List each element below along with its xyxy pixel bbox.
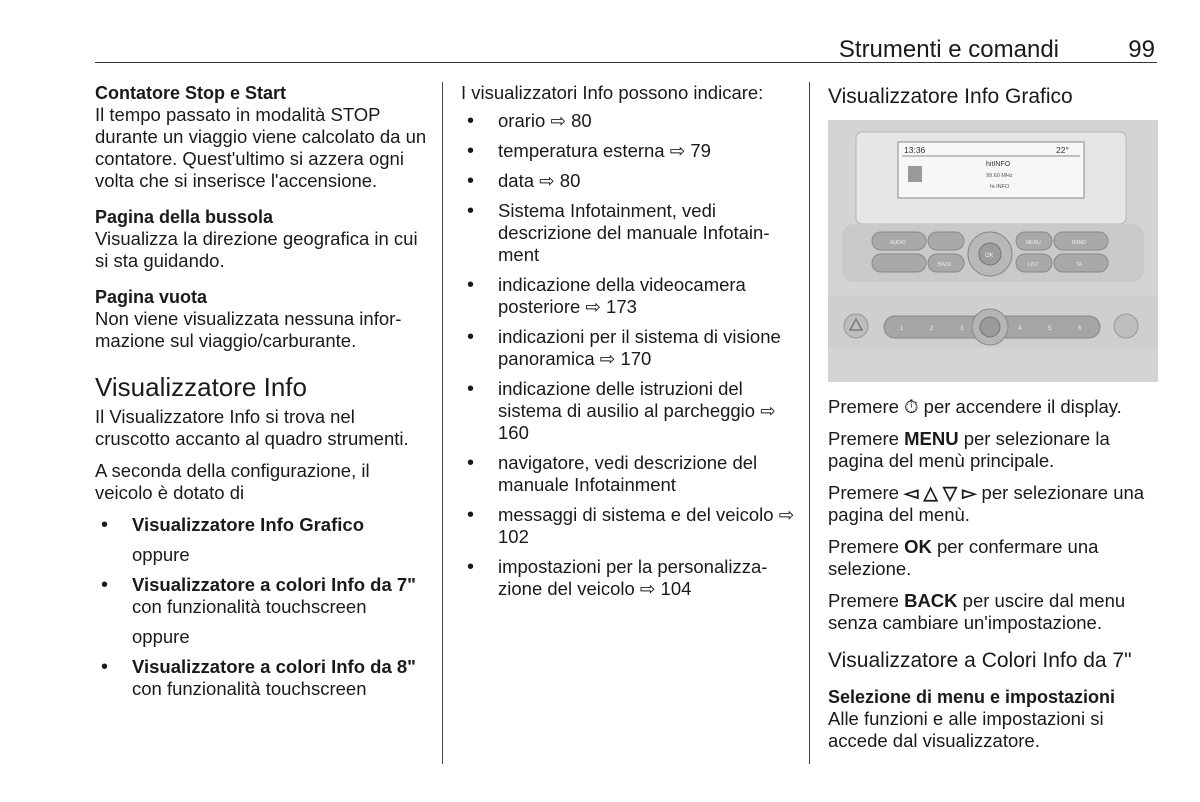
display-options-list: [95, 574, 430, 618]
column-middle: [461, 82, 796, 608]
list-item: • Visualizzatore a colori Info da 7" con funzionalità touchscreen: [95, 574, 430, 618]
display-station: hitINFO: [986, 161, 1011, 168]
instruction-menu: Premere MENU per selezionare la pagina del menù principale.: [828, 428, 1110, 471]
heading-graphic-info-display: Visualizzatore Info Grafico: [828, 85, 1073, 108]
list-item: • temperatura esterna ⇨ 79: [461, 140, 796, 162]
list-item: • messaggi di sistema e del veicolo ⇨ 102: [461, 504, 796, 548]
preset-button: 4: [1018, 326, 1022, 332]
or-text: oppure: [132, 544, 190, 565]
instruction-arrows: Premere ◅ △ ▽ ▻ per selezionare una pagina del menù.: [828, 482, 1145, 525]
instruction-power: Premere ⏱ per accendere il display.: [828, 396, 1122, 417]
preset-button: 2: [930, 326, 934, 332]
display-options-list: [95, 514, 430, 536]
power-icon: ⏱: [904, 396, 919, 417]
list-item: • data ⇨ 80: [461, 170, 796, 192]
list-item: • impostazioni per la personalizzazione del veicolo ⇨ 104: [461, 556, 796, 600]
back-button: BACK: [938, 262, 952, 268]
page-number: 99: [1128, 36, 1155, 63]
display-options-list: [95, 656, 430, 700]
list-item: • indicazione della videocamera posteriore ⇨ 173: [461, 274, 796, 318]
ok-button: OK: [985, 253, 994, 259]
heading-color-info-display: Visualizzatore a Colori Info da 7": [828, 649, 1132, 672]
column-divider: [809, 82, 810, 764]
paragraph: Alle funzioni e alle impostazioni si accede dal visualizzatore.: [828, 708, 1104, 751]
display-info: hi-INFO: [990, 184, 1010, 190]
preset-button: 5: [1048, 326, 1052, 332]
subheading-menu-selection: Selezione di menu e impostazioni: [828, 687, 1116, 707]
subheading-stop-start: Contatore Stop e Start: [95, 83, 287, 103]
paragraph: I visualizzatori Info possono indicare:: [461, 82, 764, 103]
list-button: LIST: [1028, 262, 1039, 268]
preset-button: 1: [900, 326, 904, 332]
radio-icon: [908, 166, 922, 182]
paragraph: Il Visualizzatore Info si trova nel cruscotto accanto al quadro strumenti.: [95, 406, 409, 449]
info-items-list: [461, 110, 796, 600]
display-temperature: 22°: [1056, 145, 1069, 155]
list-item: • indicazioni per il sistema di visione panoramica ⇨ 170: [461, 326, 796, 370]
column-left: [95, 82, 430, 708]
display-time: 13:36: [904, 145, 926, 155]
paragraph: A seconda della configurazione, il veicolo è dotato di: [95, 460, 370, 503]
preset-button: 6: [1078, 326, 1082, 332]
ta-button: TA: [1076, 262, 1083, 268]
paragraph: Visualizza la direzione geografica in cui si sta guidando.: [95, 228, 418, 271]
column-divider: [442, 82, 443, 764]
subheading-blank-page: Pagina vuota: [95, 287, 208, 307]
subheading-compass: Pagina della bussola: [95, 207, 274, 227]
list-item: • navigatore, vedi descrizione del manuale Infotainment: [461, 452, 796, 496]
list-item: • Visualizzatore a colori Info da 8" con funzionalità touchscreen: [95, 656, 430, 700]
preset-button: 3: [960, 326, 964, 332]
section-title: Strumenti e comandi: [838, 36, 1059, 63]
list-item: • Sistema Infotainment, vedi descrizione del manuale Infotainment: [461, 200, 796, 266]
or-text: oppure: [132, 626, 190, 647]
list-item: • indicazione delle istruzioni del sistema di ausilio al parcheggio ⇨ 160: [461, 378, 796, 444]
paragraph: Non viene visualizzata nessuna informazione sul viaggio/carburante.: [95, 308, 402, 351]
arrow-keys-icon: ◅ △ ▽ ▻: [904, 482, 977, 503]
instruction-ok: Premere OK per confermare una selezione.: [828, 536, 1099, 579]
heading-info-display: Visualizzatore Info: [95, 372, 307, 402]
paragraph: Il tempo passato in modalità STOP durante un viaggio viene calcolato da un contatore. Quest'ultimo si azzera ogni volta che si inserisce l'accensione.: [95, 104, 427, 191]
list-item: • Visualizzatore Info Grafico: [95, 514, 430, 536]
menu-button: MENU: [1026, 240, 1041, 246]
list-item: • orario ⇨ 80: [461, 110, 796, 132]
page-header: [95, 32, 1157, 63]
display-frequency: 99.60 MHz: [986, 173, 1013, 179]
audio-button: AUDIO: [890, 240, 906, 246]
band-button: BAND: [1072, 240, 1086, 246]
instruction-back: Premere BACK per uscire dal menu senza cambiare un'impostazione.: [828, 590, 1126, 633]
control-panel-illustration: [828, 120, 1158, 382]
column-right: [828, 82, 1158, 762]
